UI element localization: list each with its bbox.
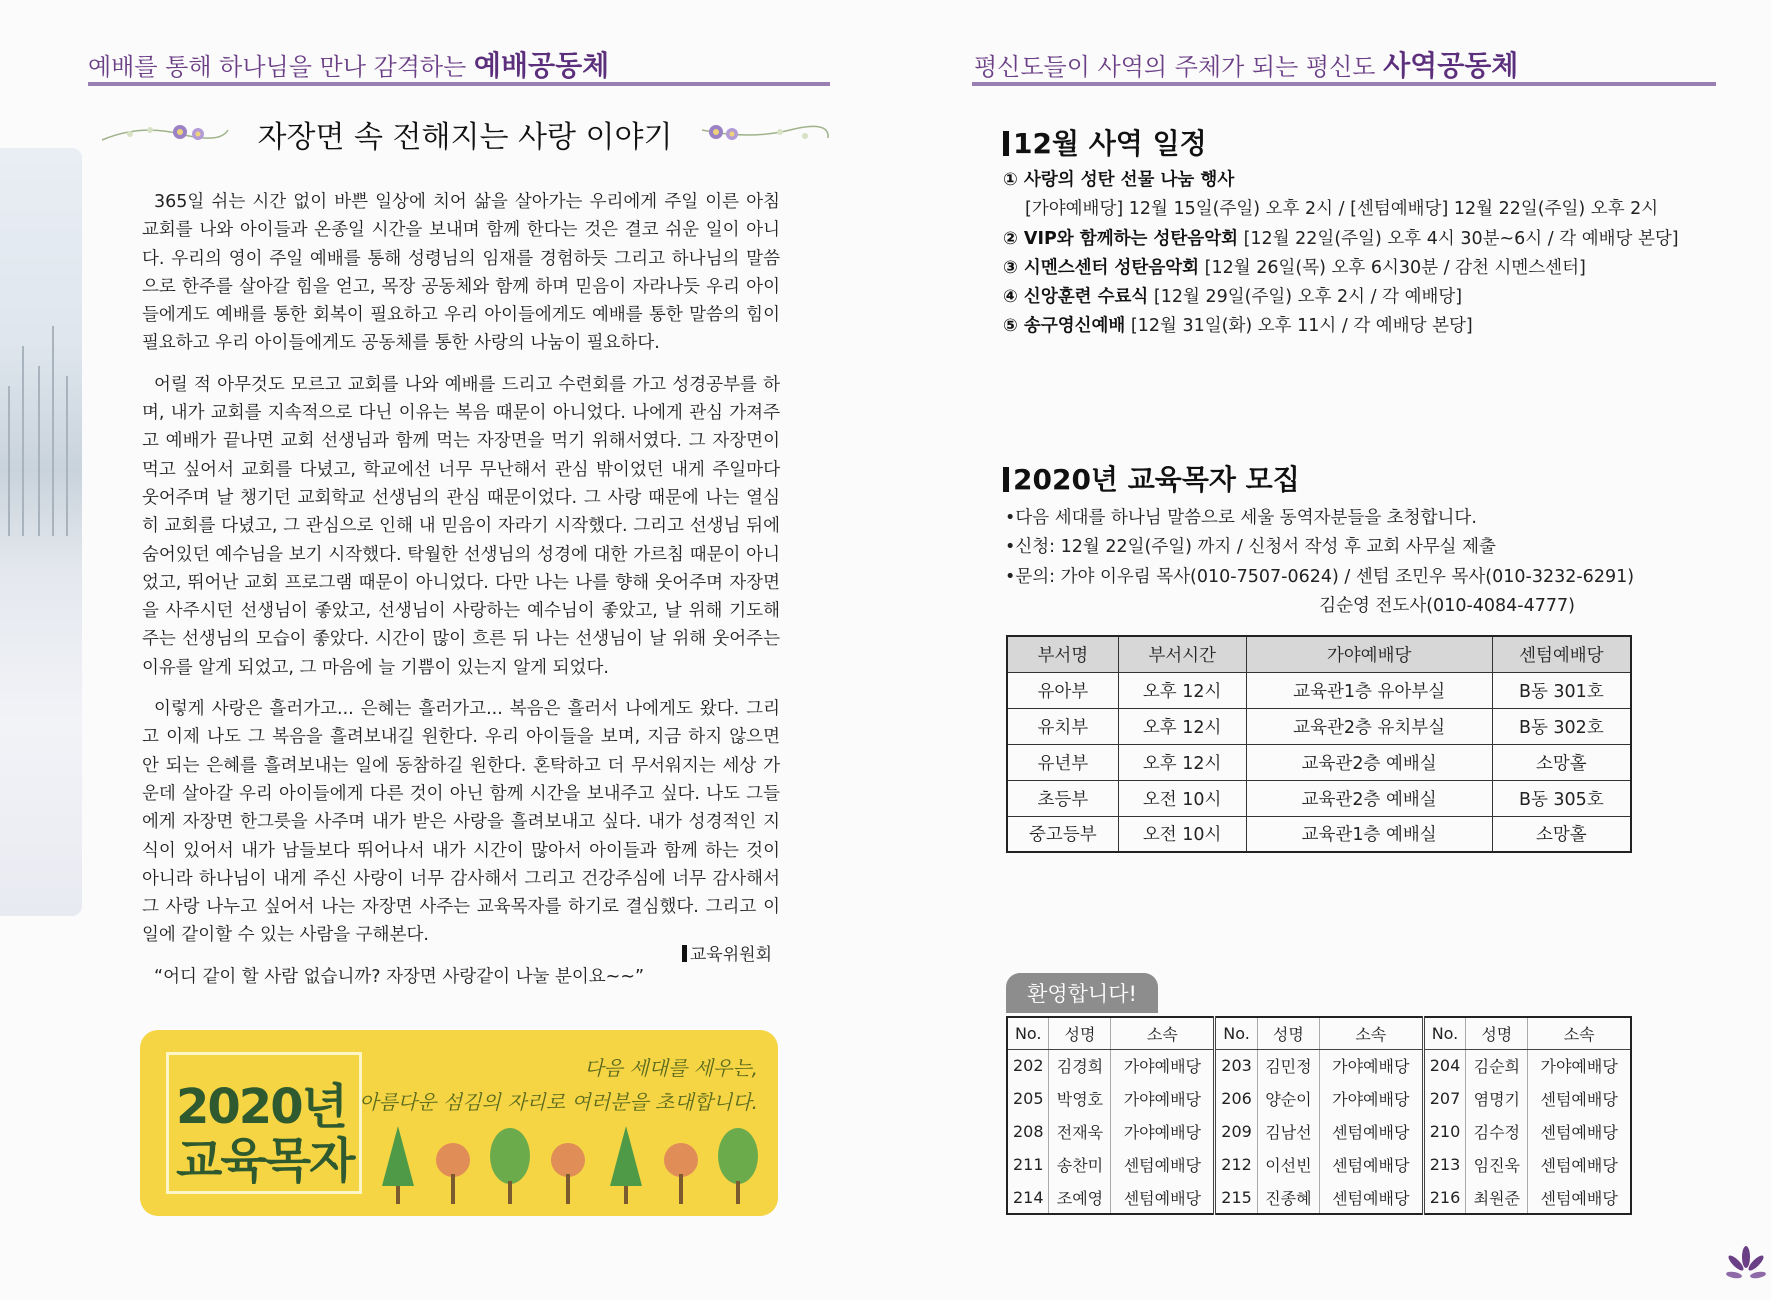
table-cell: 이선빈 (1257, 1148, 1319, 1181)
schedule-item (1003, 166, 1653, 195)
article-paragraph: 이렇게 사랑은 흘러가고... 은혜는 흘러가고... 복음은 흘러서 나에게도 왔다. 그리고 이제 나도 그 복음을 흘려보내길 원한다. 우리 아이들을 보며, 지금 하지 않으면 안 되는 은혜를 흘려보내는 일에 동참하길 원한다. 혼탁하고 더 무서워지는 세상 가운데 살아갈 우리 아이들에게 다른 것이 아닌 함께 시간을 보내주고 싶다. 나도 그들에게 자장면 한그릇을 사주며 내가 받은 사랑을 흘려보내고 싶다. 내가 성경적인 지식이 있어서 내가 남들보다 뛰어나서 내가 시간이 많아서 아이들과 함께 하는 것이 아니라 하나님이 내게 주신 사랑이 너무 감사해서 그리고 건강주심에 너무 감사해서 그 사랑 나누고 싶어서 나는 자장면 사주는 교육목자를 하기로 결심했다. 그리고 이 일에 같이할 수 있는 사람을 구해본다. (142, 699, 780, 946)
schedule-item (1003, 283, 1653, 312)
table-cell: 204 (1423, 1049, 1466, 1082)
schedule-item-name: ⑤ 송구영신예배 (1003, 316, 1126, 337)
table-cell: 206 (1215, 1082, 1258, 1115)
column-header: 소속 (1528, 1017, 1631, 1049)
article-signature: 교육위원회 (620, 940, 772, 965)
column-header: No. (1423, 1017, 1466, 1049)
recruit-info (1005, 504, 1645, 621)
right-header-bold: 사역공동체 (1383, 49, 1519, 82)
right-header-prefix: 평신도들이 사역의 주체가 되는 평신도 (974, 53, 1376, 81)
table-cell: 유아부 (1007, 672, 1118, 708)
table-cell: 가야예배당 (1319, 1049, 1423, 1082)
winter-photo-strip (0, 148, 82, 916)
schedule-title: 12월 사역 일정 (1003, 122, 1207, 162)
table-header-row (1007, 636, 1631, 672)
table-row (1007, 1181, 1631, 1214)
table-cell: 214 (1012, 1187, 1044, 1207)
schedule-item-name: ③ 시멘스센터 성탄음악회 (1003, 257, 1200, 278)
schedule-item-detail: [12월 22일(주일) 오후 4시 30분~6시 / 각 예배당 본당] (1238, 228, 1679, 249)
table-header-row (1007, 1017, 1631, 1049)
table-row (1007, 1082, 1631, 1115)
right-header-rule (972, 82, 1716, 86)
article-title: 자장면 속 전해지는 사랑 이야기 (257, 120, 673, 155)
table-cell: 오전 10시 (1118, 780, 1246, 816)
table-cell: 김경희 (1049, 1049, 1111, 1082)
table-cell: 216 (1423, 1181, 1466, 1214)
table-cell: 202 (1012, 1056, 1044, 1076)
left-page-header (88, 44, 609, 84)
table-cell: 오후 12시 (1118, 744, 1246, 780)
table-cell: 최원준 (1466, 1181, 1528, 1214)
schedule-item-name: ② VIP와 함께하는 성탄음악회 (1003, 228, 1239, 249)
table-cell: 임진욱 (1466, 1148, 1528, 1181)
table-cell: 센텀예배당 (1111, 1148, 1215, 1181)
table-row (1007, 1115, 1631, 1148)
table-cell: B동 301호 (1492, 672, 1631, 708)
recruit-banner (140, 1030, 778, 1216)
schedule-item-detail: [12월 29일(주일) 오후 2시 / 각 예배당] (1148, 287, 1463, 308)
table-cell: 가야예배당 (1528, 1049, 1631, 1082)
recruit-line: •문의: 가야 이우림 목사(010-7507-0624) / 센텀 조민우 목사(010-3232-6291) (1005, 566, 1635, 587)
table-cell: 송찬미 (1049, 1148, 1111, 1181)
table-cell: 205 (1012, 1089, 1044, 1108)
column-header: 가야예배당 (1246, 636, 1492, 672)
table-cell: 유치부 (1007, 708, 1118, 744)
table-cell: 207 (1423, 1082, 1466, 1115)
department-table (1006, 635, 1632, 853)
table-cell: 센텀예배당 (1528, 1181, 1631, 1214)
article-quote: “어디 같이 할 사람 없습니까? 자장면 사랑같이 나눌 분이요~~” (154, 966, 645, 987)
table-cell: 203 (1215, 1049, 1258, 1082)
table-cell: 진종혜 (1257, 1181, 1319, 1214)
recruit-line: •신청: 12월 22일(주일) 까지 / 신청서 작성 후 교회 사무실 제출 (1005, 537, 1496, 558)
schedule-item-detail: [12월 26일(목) 오후 6시30분 / 감천 시멘스센터] (1199, 257, 1586, 278)
table-cell: 오후 12시 (1118, 672, 1246, 708)
left-header-rule (88, 82, 830, 86)
banner-tagline-1: 다음 세대를 세우는, (584, 1056, 758, 1080)
recruit-extra-contact: 김순영 전도사(010-4084-4777) (1319, 595, 1575, 616)
table-cell: 김민정 (1257, 1049, 1319, 1082)
column-header: 부서시간 (1118, 636, 1246, 672)
table-cell: 센텀예배당 (1111, 1181, 1215, 1214)
table-cell: 211 (1012, 1155, 1044, 1174)
recruit-title: 2020년 교육목자 모집 (1003, 458, 1300, 498)
schedule-item (1003, 254, 1653, 283)
table-cell: 210 (1423, 1115, 1466, 1148)
table-cell: B동 302호 (1492, 708, 1631, 744)
table-cell: 센텀예배당 (1528, 1082, 1631, 1115)
table-row (1007, 816, 1631, 852)
table-cell: 가야예배당 (1111, 1115, 1215, 1148)
table-cell: 교육관2층 예배실 (1246, 744, 1492, 780)
column-header: 센텀예배당 (1492, 636, 1631, 672)
welcome-tab: 환영합니다! (1006, 973, 1158, 1013)
schedule-list (1003, 166, 1679, 342)
table-cell: 김수정 (1466, 1115, 1528, 1148)
article-paragraph: 어릴 적 아무것도 모르고 교회를 나와 예배를 드리고 수련회를 가고 성경공부를 하며, 내가 교회를 지속적으로 다닌 이유는 복음 때문이 아니었다. 나에게 관심 가져주고 예배가 끝나면 교회 선생님과 함께 먹는 자장면을 먹기 위해서였다. 그 자장면이 먹고 싶어서 교회를 다녔고, 학교에선 너무 무난해서 관심 밖이었던 내게 주일마다 웃어주며 날 챙기던 교회학교 선생님의 관심 때문이었다. 그 사랑 때문에 나는 열심히 교회를 다녔고, 그 관심으로 인해 내 믿음이 자라기 시작했다. 그리고 선생님 뒤에 숨어있던 예수님을 보기 시작했다. 탁월한 선생님의 성경에 대한 가르침 때문이 아니었고, 뛰어난 교회 프로그램 때문이 아니었다. 다만 나는 나를 향해 웃어주며 자장면을 사주시던 선생님이 좋았고, 선생님이 사랑하는 예수님이 좋았고, 날 위해 기도해주는 선생님의 모습이 좋았다. 시간이 많이 흐른 뒤 나는 선생님이 날 위해 웃어주는 이유를 알게 되었고, 그 마음에 늘 기쁨이 있는지 알게 되었다. (142, 374, 780, 678)
table-cell: 조예영 (1049, 1181, 1111, 1214)
table-row (1007, 1049, 1631, 1082)
recruit-line: •다음 세대를 하나님 말씀으로 세울 동역자분들을 초청합니다. (1005, 508, 1477, 528)
column-header: No. (1215, 1017, 1258, 1049)
table-cell: 교육관2층 유치부실 (1246, 708, 1492, 744)
table-cell: 215 (1215, 1181, 1258, 1214)
right-page-header (974, 44, 1518, 84)
schedule-item-name: ④ 신앙훈련 수료식 (1003, 287, 1149, 308)
column-header: 성명 (1466, 1017, 1528, 1049)
table-cell: 센텀예배당 (1319, 1148, 1423, 1181)
table-cell: 박영호 (1049, 1082, 1111, 1115)
banner-year: 2020년 (176, 1079, 346, 1135)
schedule-item-detail: [가야예배당] 12월 15일(주일) 오후 2시 / [센텀예배당] 12월 22일(주일) 오후 2시 (1025, 199, 1659, 220)
table-cell: 김순희 (1466, 1049, 1528, 1082)
article-paragraph: 365일 쉬는 시간 없이 바쁜 일상에 치어 삶을 살아가는 우리에게 주일 이른 아침 교회를 나와 아이들과 온종일 시간을 보내며 함께 한다는 것은 결코 쉬운 일이 아니다. 우리의 영이 주일 예배를 통해 성령님의 임재를 경험하듯 그리고 하나님의 말씀으로 한주를 살아갈 힘을 얻고, 목장 공동체와 함께 하며 믿음이 자라나듯 우리 아이들에게도 예배를 통한 회복이 필요하고 우리 아이들에게도 예배를 통한 말씀의 힘이 필요하고 우리 아이들에게도 공동체를 통한 사랑의 나눔이 필요하다. (142, 192, 780, 354)
table-cell: 소망홀 (1492, 744, 1631, 780)
schedule-item (1003, 225, 1679, 254)
tree-row-icon (378, 1126, 768, 1206)
table-cell: 양순이 (1257, 1082, 1319, 1115)
table-cell: 센텀예배당 (1319, 1115, 1423, 1148)
table-row (1007, 708, 1631, 744)
table-cell: 208 (1012, 1122, 1044, 1141)
table-cell: 가야예배당 (1111, 1049, 1215, 1082)
left-header-prefix: 예배를 통해 하나님을 만나 감격하는 (88, 53, 467, 81)
table-cell: 213 (1423, 1148, 1466, 1181)
table-cell: 센텀예배당 (1528, 1148, 1631, 1181)
table-cell: 오전 10시 (1118, 816, 1246, 852)
table-row (1007, 780, 1631, 816)
table-row (1007, 744, 1631, 780)
left-header-bold: 예배공동체 (473, 49, 610, 82)
column-header: No. (1007, 1017, 1049, 1049)
welcome-table (1006, 1016, 1632, 1215)
table-cell: 가야예배당 (1319, 1082, 1423, 1115)
banner-role: 교육목자 (176, 1133, 354, 1189)
article-body (142, 188, 780, 1004)
table-cell: 소망홀 (1492, 816, 1631, 852)
table-cell: 센텀예배당 (1319, 1181, 1423, 1214)
table-cell: 가야예배당 (1111, 1082, 1215, 1115)
table-cell: 212 (1215, 1148, 1258, 1181)
table-cell: 209 (1215, 1115, 1258, 1148)
column-header: 소속 (1319, 1017, 1423, 1049)
table-cell: 김남선 (1257, 1115, 1319, 1148)
table-cell: 센텀예배당 (1528, 1115, 1631, 1148)
table-cell: 교육관1층 예배실 (1246, 816, 1492, 852)
table-cell: 교육관2층 예배실 (1246, 780, 1492, 816)
schedule-item (1003, 195, 1659, 224)
schedule-item-detail: [12월 31일(화) 오후 11시 / 각 예배당 본당] (1125, 316, 1473, 337)
schedule-item (1003, 312, 1653, 341)
table-row (1007, 672, 1631, 708)
column-header: 소속 (1111, 1017, 1215, 1049)
table-row (1007, 1148, 1631, 1181)
table-cell: 초등부 (1007, 780, 1118, 816)
flower-vine-right-icon (700, 118, 830, 150)
column-header: 부서명 (1007, 636, 1118, 672)
table-cell: 염명기 (1466, 1082, 1528, 1115)
table-cell: B동 305호 (1492, 780, 1631, 816)
column-header: 성명 (1257, 1017, 1319, 1049)
table-cell: 유년부 (1007, 744, 1118, 780)
table-cell: 교육관1층 유아부실 (1246, 672, 1492, 708)
banner-tagline-2: 아름다운 섬김의 자리로 여러분을 초대합니다. (359, 1090, 758, 1114)
schedule-item-name: ① 사랑의 성탄 선물 나눔 행사 (1003, 170, 1235, 190)
column-header: 성명 (1049, 1017, 1111, 1049)
corner-flower-icon (1726, 1245, 1766, 1285)
table-cell: 전재욱 (1049, 1115, 1111, 1148)
table-cell: 오후 12시 (1118, 708, 1246, 744)
table-cell: 중고등부 (1007, 816, 1118, 852)
